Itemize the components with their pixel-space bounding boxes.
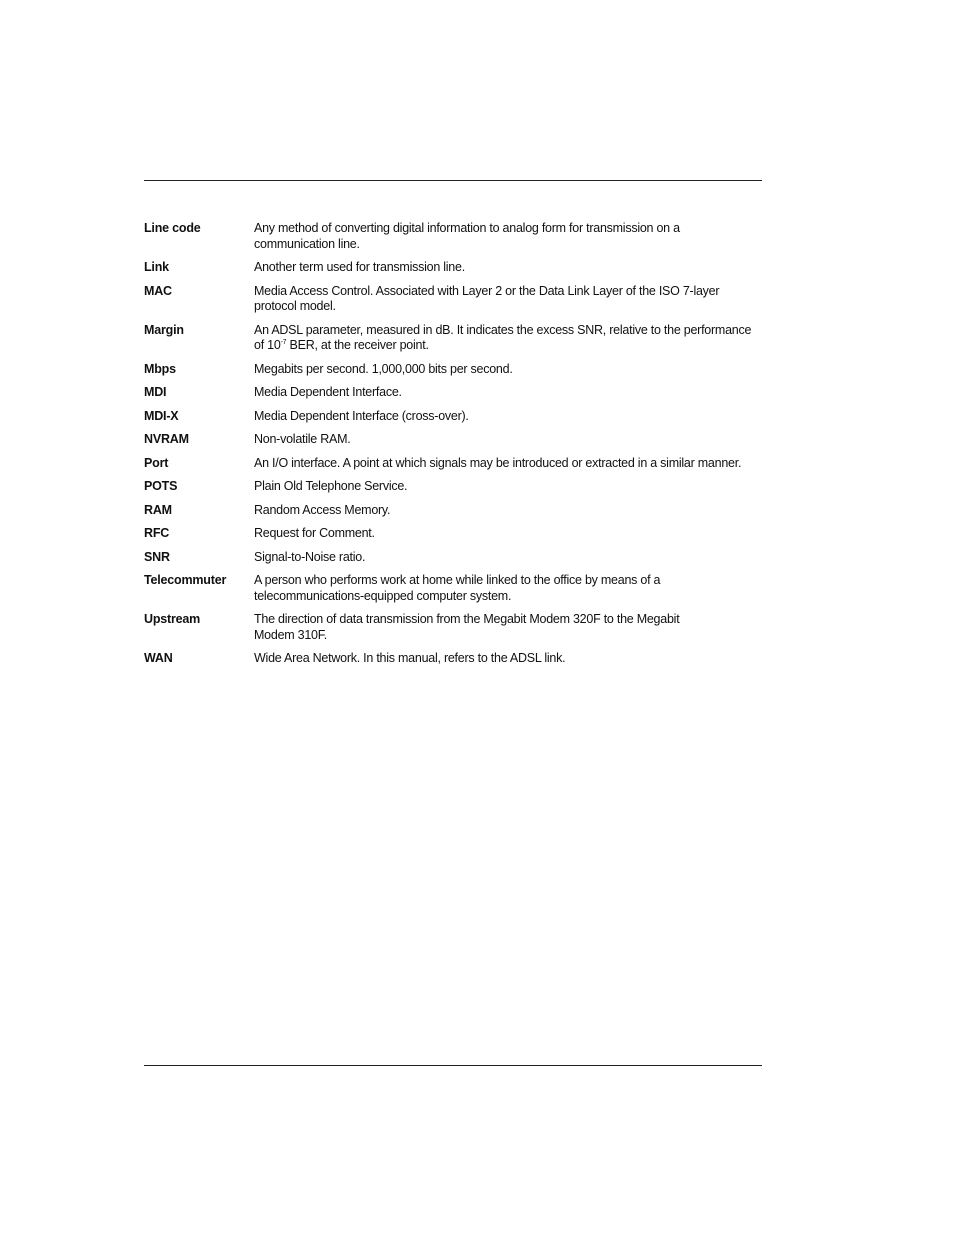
glossary-entry-link	[144, 260, 764, 276]
glossary-term: RAM	[144, 502, 172, 517]
glossary-term: Link	[144, 260, 169, 274]
glossary-term: RFC	[144, 526, 170, 540]
definition-line: A person who performs work at home while linked to the office by means of a	[254, 573, 661, 587]
glossary-entry-rfc	[144, 526, 764, 542]
glossary-term: POTS	[144, 479, 178, 493]
glossary-entry-pots	[144, 479, 764, 495]
glossary-entry-ram	[144, 503, 764, 519]
glossary-entry-nvram	[144, 432, 764, 448]
glossary-entry-line-code	[144, 221, 764, 252]
glossary-definition	[254, 221, 764, 252]
glossary-term: MDI-X	[144, 408, 179, 423]
glossary-entry-wan	[144, 651, 764, 667]
header-rule	[144, 180, 762, 181]
glossary-definition	[254, 612, 764, 643]
definition-line: The direction of data transmission from the Megabit Modem 320F to the Megabit	[254, 612, 680, 626]
glossary-term: Upstream	[144, 612, 201, 626]
glossary-entry-upstream	[144, 612, 764, 643]
glossary-term: WAN	[144, 651, 173, 665]
glossary-entry-mdi-x	[144, 409, 764, 425]
glossary-definition	[254, 323, 764, 354]
definition-line: Any method of converting digital information to analog form for transmission on a	[254, 221, 680, 235]
definition-line: An ADSL parameter, measured in dB. It indicates the excess SNR, relative to the performance	[254, 322, 752, 337]
glossary-entry-port	[144, 456, 764, 472]
glossary-term: Port	[144, 455, 169, 470]
definition-line-post: BER, at the receiver point.	[286, 338, 429, 352]
glossary-definition	[254, 284, 764, 315]
glossary-term: Margin	[144, 322, 184, 337]
glossary-definition: Random Access Memory.	[254, 502, 391, 517]
glossary-term: MAC	[144, 283, 172, 298]
glossary-definition: Plain Old Telephone Service.	[254, 479, 408, 493]
glossary-term: MDI	[144, 385, 167, 399]
glossary-term: Telecommuter	[144, 573, 227, 587]
definition-line: protocol model.	[254, 299, 336, 313]
definition-line: Modem 310F.	[254, 627, 327, 642]
glossary-entry-telecommuter	[144, 573, 764, 604]
footer-rule	[144, 1065, 762, 1066]
glossary-entry-mdi	[144, 385, 764, 401]
glossary-definition: Request for Comment.	[254, 526, 375, 540]
definition-line: communication line.	[254, 236, 360, 251]
glossary-definition: Another term used for transmission line.	[254, 260, 465, 274]
exponent: -7	[280, 338, 287, 346]
glossary-definition: Signal-to-Noise ratio.	[254, 549, 366, 564]
definition-line: telecommunications-equipped computer system.	[254, 588, 512, 603]
glossary-definition: Wide Area Network. In this manual, refers to the ADSL link.	[254, 651, 566, 665]
glossary-definition: Media Dependent Interface.	[254, 385, 402, 399]
glossary-definition	[254, 573, 764, 604]
glossary-term: SNR	[144, 549, 170, 564]
glossary-definition: An I/O interface. A point at which signals may be introduced or extracted in a similar manner.	[254, 455, 742, 470]
glossary-entry-mbps	[144, 362, 764, 378]
glossary-term: Line code	[144, 221, 201, 235]
definition-line: Media Access Control. Associated with Layer 2 or the Data Link Layer of the ISO 7-layer	[254, 283, 720, 298]
glossary-entry-margin	[144, 323, 764, 354]
glossary-entry-mac	[144, 284, 764, 315]
glossary-term: NVRAM	[144, 432, 189, 446]
glossary-list	[144, 221, 764, 675]
glossary-definition: Media Dependent Interface (cross-over).	[254, 408, 469, 423]
glossary-definition: Megabits per second. 1,000,000 bits per second.	[254, 361, 513, 376]
glossary-definition: Non-volatile RAM.	[254, 432, 351, 446]
glossary-term: Mbps	[144, 361, 176, 376]
definition-line-pre: of 10	[254, 338, 281, 352]
glossary-entry-snr	[144, 550, 764, 566]
